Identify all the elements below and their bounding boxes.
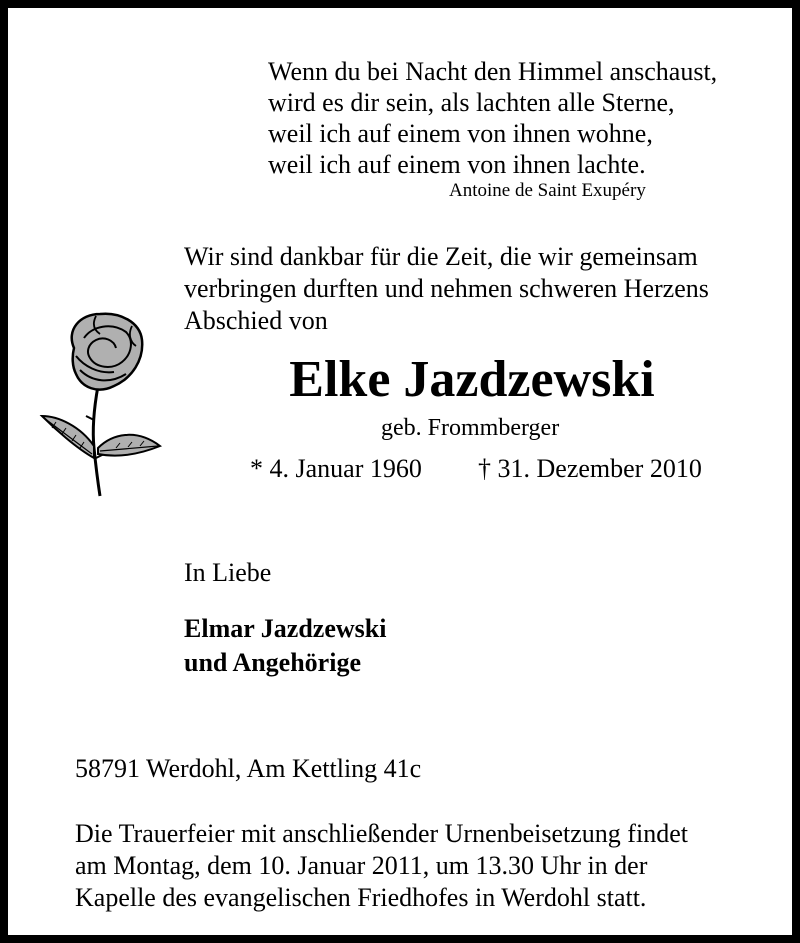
intro-line: Abschied von: [184, 306, 328, 335]
intro-text: [184, 241, 709, 337]
service-line: am Montag, dem 10. Januar 2011, um 13.30 Uhr in der: [75, 851, 648, 880]
death-date: † 31. Dezember 2010: [478, 454, 702, 483]
in-love-text: In Liebe: [184, 558, 272, 587]
service-info: [75, 818, 688, 914]
mourner-line: Elmar Jazdzewski: [184, 614, 387, 643]
poem-line: wird es dir sein, als lachten alle Sterne,: [268, 88, 675, 117]
poem-author: Antoine de Saint Exupéry: [449, 180, 646, 201]
poem-line: weil ich auf einem von ihnen lachte.: [268, 150, 646, 179]
service-line: Die Trauerfeier mit anschließender Urnenbeisetzung findet: [75, 819, 688, 848]
maiden-name: geb. Frommberger: [381, 415, 560, 441]
birth-date: * 4. Januar 1960: [250, 454, 422, 483]
service-line: Kapelle des evangelischen Friedhofes in Werdohl statt.: [75, 883, 647, 912]
deceased-name: Elke Jazdzewski: [289, 351, 655, 408]
poem-line: weil ich auf einem von ihnen wohne,: [268, 119, 653, 148]
poem: [268, 56, 717, 180]
address: 58791 Werdohl, Am Kettling 41c: [75, 754, 422, 783]
intro-line: verbringen durften und nehmen schweren Herzens: [184, 274, 709, 303]
poem-line: Wenn du bei Nacht den Himmel anschaust,: [268, 57, 718, 86]
mourners: [184, 612, 386, 680]
mourner-line: und Angehörige: [184, 648, 361, 677]
intro-line: Wir sind dankbar für die Zeit, die wir gemeinsam: [184, 242, 698, 271]
